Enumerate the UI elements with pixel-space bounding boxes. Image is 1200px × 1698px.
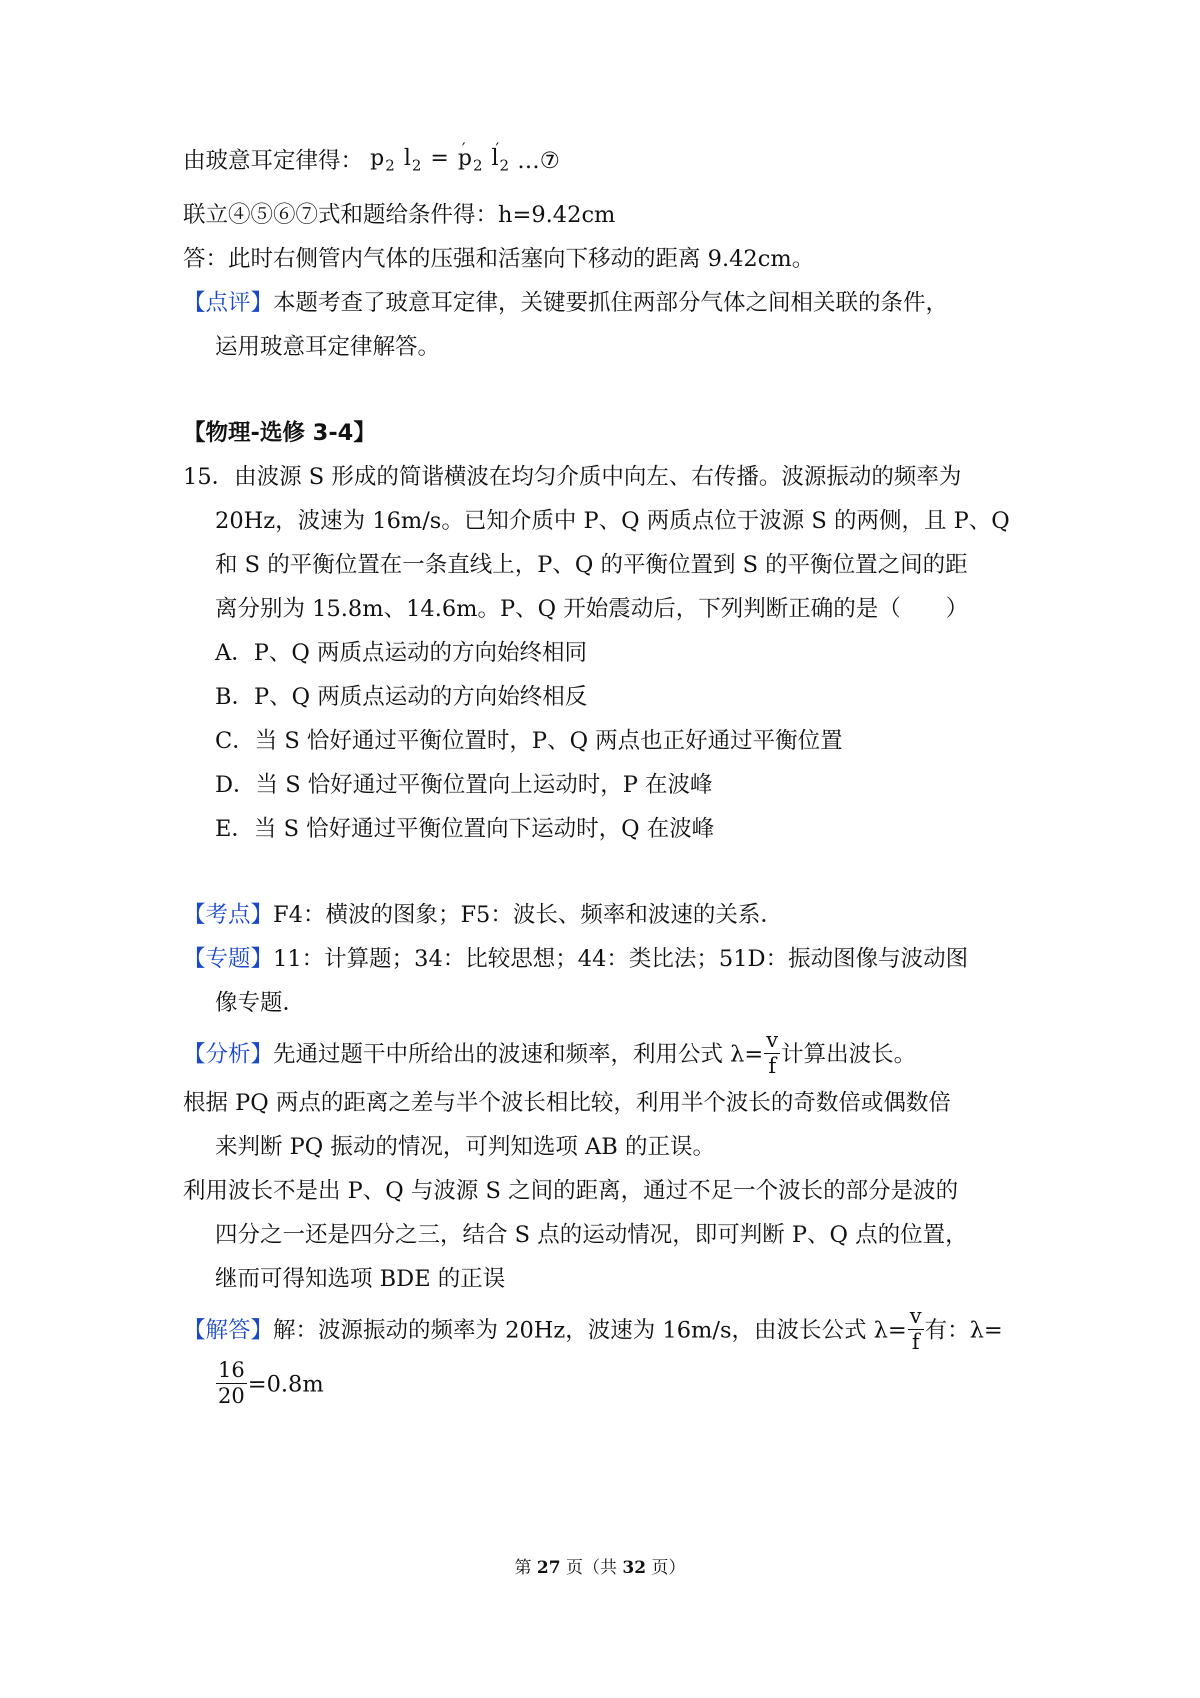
option-e: E．当 S 恰好通过平衡位置向下运动时，Q 在波峰 bbox=[215, 816, 715, 842]
kaodian-tag: 【考点】 bbox=[183, 902, 274, 928]
jieda-tag: 【解答】 bbox=[183, 1317, 274, 1344]
option-d: D．当 S 恰好通过平衡位置向上运动时，P 在波峰 bbox=[215, 772, 713, 798]
section-title: 【物理-选修 3-4】 bbox=[183, 420, 376, 446]
paragraph-line: 四分之一还是四分之三，结合 S 点的运动情况，即可判断 P、Q 点的位置， bbox=[215, 1222, 968, 1248]
boyle-law-formula: $p_2$ $l_2$ = ′ $p_2$ ′ $l_2$ bbox=[370, 142, 510, 182]
page-footer: 第 27 页（共 32 页） bbox=[514, 1558, 686, 1578]
boyle-law-line: 由玻意耳定律得： $p_2$ $l_2$ = ′ $p_2$ ′ $l_2$ …⑦ bbox=[183, 142, 1043, 182]
fenxi-line: 【分析】先通过题干中所给出的波速和频率，利用公式 λ= $\frac{v}{f}$ 计算出波长。 bbox=[183, 1028, 917, 1078]
option-c: C．当 S 恰好通过平衡位置时，P、Q 两点也正好通过平衡位置 bbox=[215, 728, 843, 754]
zhuanti-line-2: 像专题． bbox=[215, 990, 306, 1016]
lambda-fraction: $\frac{v}{f}$ bbox=[766, 1028, 779, 1078]
lambda-fraction: $\frac{v}{f}$ bbox=[909, 1304, 922, 1354]
zhuanti-line: 【专题】11：计算题；34：比较思想；44：类比法；51D：振动图像与波动图 bbox=[183, 946, 969, 972]
page-number: 27 bbox=[536, 1558, 561, 1578]
boyle-law-label: 由玻意耳定律得： bbox=[183, 148, 364, 175]
paragraph-line: 来判断 PQ 振动的情况，可判知选项 AB 的正误。 bbox=[215, 1134, 715, 1160]
comment-tag: 【点评】 bbox=[183, 290, 274, 316]
option-a: A．P、Q 两质点运动的方向始终相同 bbox=[215, 640, 587, 666]
option-b: B．P、Q 两质点运动的方向始终相反 bbox=[215, 684, 588, 710]
zhuanti-tag: 【专题】 bbox=[183, 946, 274, 972]
paragraph-line: 利用波长不是出 P、Q 与波源 S 之间的距离，通过不足一个波长的部分是波的 bbox=[183, 1178, 959, 1204]
kaodian-line: 【考点】F4：横波的图象；F5：波长、频率和波速的关系． bbox=[183, 902, 783, 928]
page-total: 32 bbox=[622, 1558, 647, 1578]
result-line: $\frac{16}{20}$ =0.8m bbox=[218, 1358, 324, 1408]
fenxi-tag: 【分析】 bbox=[183, 1041, 274, 1068]
comment-line-2: 运用玻意耳定律解答。 bbox=[215, 334, 441, 360]
paragraph-line: 根据 PQ 两点的距离之差与半个波长相比较，利用半个波长的奇数倍或偶数倍 bbox=[183, 1090, 951, 1116]
combine-equations-line: 联立④⑤⑥⑦式和题给条件得：h=9.42cm bbox=[183, 202, 616, 228]
paragraph-line: 继而可得知选项 BDE 的正误 bbox=[215, 1266, 506, 1292]
comment-line: 【点评】本题考查了玻意耳定律，关键要抓住两部分气体之间相关联的条件， bbox=[183, 290, 949, 316]
jieda-line: 【解答】解：波源振动的频率为 20Hz，波速为 16m/s，由波长公式 λ= $\frac{v}{f}$ 有：λ= bbox=[183, 1304, 1003, 1354]
question-text: 20Hz，波速为 16m/s。已知介质中 P、Q 两质点位于波源 S 的两侧，且 P、Q bbox=[215, 508, 1010, 534]
question-text: 15．由波源 S 形成的简谐横波在均匀介质中向左、右传播。波源振动的频率为 bbox=[183, 464, 962, 490]
result-fraction: $\frac{16}{20}$ bbox=[218, 1358, 245, 1408]
question-text: 和 S 的平衡位置在一条直线上，P、Q 的平衡位置到 S 的平衡位置之间的距 bbox=[215, 552, 968, 578]
question-text: 离分别为 15.8m、14.6m。P、Q 开始震动后，下列判断正确的是（ ） bbox=[215, 596, 969, 622]
answer-line: 答：此时右侧管内气体的压强和活塞向下移动的距离 9.42cm。 bbox=[183, 246, 815, 272]
